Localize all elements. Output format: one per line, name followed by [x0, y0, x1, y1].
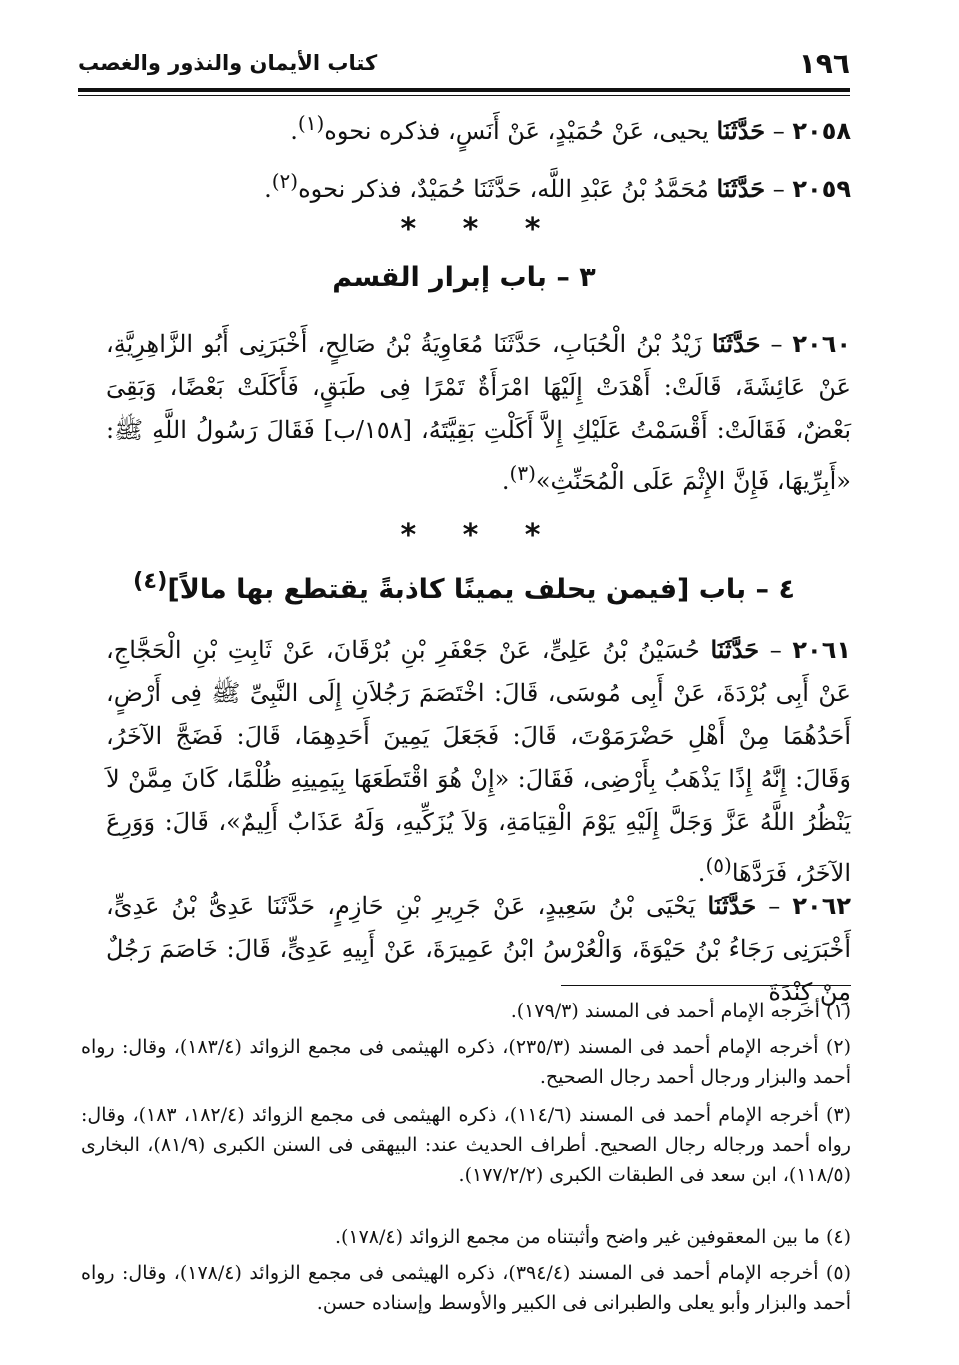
narration-verb: حَدَّثَنَا: [711, 329, 761, 358]
hadith-2059: ٢٠٥٩ – حَدَّثَنَا مُحَمَّدُ بْنُ عَبْدِ اللَّه، حَدَّثَنَا حُمَيْدٌ، فذكر نحوه$^{(٢)}$.: [264, 169, 851, 203]
hadith-text: يحيى، عَنْ حُمَيْدٍ، عَنْ أَنَسٍ، فذكره نحوه: [324, 117, 717, 145]
footnote-separator: [561, 985, 851, 986]
footnote-1: (١) أخرجه الإمام أحمد فى المسند (١٧٩/٣).: [510, 1000, 851, 1022]
footnote-2: (٢) أخرجه الإمام أحمد فى المسند (٢٣٥/٣)، ذكره الهيثمى فى مجمع الزوائد (١٨٣/٤)، وقال: رواه أحمد والبزار ورجال أحمد رجال الصحيح.: [81, 1036, 851, 1088]
section-separator: * * *: [400, 212, 559, 247]
footnote-5: (٥) أخرجه الإمام أحمد فى المسند (٣٩٤/٤)، ذكره الهيثمى فى مجمع الزوائد (١٧٨/٤)، وقال: رواه أحمد والبزار وأبو يعلى والطبرانى فى الكبير والأوسط وإسناده حسن.: [81, 1262, 851, 1314]
hadith-text: مُحَمَّدُ بْنُ عَبْدِ اللَّه، حَدَّثَنَا حُمَيْدٌ، فذكر نحوه: [298, 175, 717, 203]
hadith-number: ٢٠٥٨: [792, 117, 851, 145]
page-number: ١٩٦: [798, 46, 850, 80]
narration-verb: حَدَّثَنَا: [716, 174, 766, 203]
narration-verb: حَدَّثَنَا: [716, 116, 766, 145]
header-rule-thin: [78, 95, 850, 96]
chapter-heading-3: ٣ – باب إبرار القسم: [332, 262, 596, 293]
hadith-2061: ٢٠٦١ – حَدَّثَنَا حُسَيْنُ بْنُ عَلِىٍّ، عَنْ جَعْفَرِ بْنِ بُرْقَانَ، عَنْ ثَابِتِ بْنِ الْحَجَّاجِ، عَنْ أَبِى بُرْدَةَ، عَنْ أَبِى مُوسَى، قَالَ: اخْتَصَمَ رَجُلاَنِ إِلَى النَّبِىِّ ﷺ فِى أَرْضٍ، أَحَدُهُمَا مِنْ أَهْلِ حَضْرَمَوْتَ، قَالَ: فَجَعَلَ يَمِينَ أَحَدِهِمَا، قَالَ: فَضَجَّ الآخَرُ، وَقَالَ: إِنَّهُ إِذًا يَذْهَبُ بِأَرْضِى، فَقَالَ: «إِنْ هُوَ اقْتَطَعَهَا بِيَمِينِهِ ظُلْمًا، كَانَ مِمَّنْ لاَ يَنْظُرُ اللَّهُ عَزَّ وَجَلَّ إِلَيْهِ يَوْمَ الْقِيَامَةِ، وَلاَ يُزَكِّيهِ، وَلَهُ عَذَابٌ أَلِيمٌ»، قَالَ: وَوَرِعَ الآخَرُ، فَرَدَّهَا$^{(٥)}$.: [106, 635, 852, 887]
hadith-text: حُسَيْنُ بْنُ عَلِىٍّ، عَنْ جَعْفَرِ بْنِ بُرْقَانَ، عَنْ ثَابِتِ بْنِ الْحَجَّاجِ، عَنْ أَبِى بُرْدَةَ، عَنْ أَبِى مُوسَى، قَالَ: اخْتَصَمَ رَجُلاَنِ إِلَى النَّبِىِّ ﷺ فِى أَرْضٍ، أَحَدُهُمَا مِنْ أَهْلِ حَضْرَمَوْتَ، قَالَ: فَجَعَلَ يَمِينَ أَحَدِهِمَا، قَالَ: فَضَجَّ الآخَرُ، وَقَالَ: إِنَّهُ إِذًا يَذْهَبُ بِأَرْضِى، فَقَالَ: «إِنْ هُوَ اقْتَطَعَهَا بِيَمِينِهِ ظُلْمًا، كَانَ مِمَّنْ لاَ يَنْظُرُ اللَّهُ عَزَّ وَجَلَّ إِلَيْهِ يَوْمَ الْقِيَامَةِ، وَلاَ يُزَكِّيهِ، وَلَهُ عَذَابٌ أَلِيمٌ»، قَالَ: وَوَرِعَ الآخَرُ، فَرَدَّهَا: [106, 636, 852, 887]
running-title: كتاب الأيمان والنذور والغصب: [78, 51, 378, 75]
footnote-ref: (٣): [509, 461, 536, 485]
hadith-text: زَيْدُ بْنُ الْحُبَابِ، حَدَّثَنَا مُعَاوِيَةُ بْنُ صَالِحٍ، أَخْبَرَنِى أَبُو الزَّاهِرِيَّةِ، عَنْ عَائِشَةَ، قَالَتْ: أَهْدَتْ إِلَيْهَا امْرَأَةٌ تَمْرًا فِى طَبَقٍ، فَأَكَلَتْ بَعْضًا، وَبَقِىَ بَعْضٌ، فَقَالَتْ: أَقْسَمْتُ عَلَيْكِ إِلاَّ أَكَلْتِ بَقِيَّتَهُ، [١٥٨/ب] فَقَالَ رَسُولُ اللَّهِ ﷺ: «أَبِرِّيهَا، فَإِنَّ الإِثْمَ عَلَى الْمُحَنِّثِ»: [106, 330, 852, 495]
narration-verb: حَدَّثَنَا: [710, 635, 760, 664]
footnote-ref: (١): [297, 111, 325, 135]
chapter-heading-4: ٤ – باب [فيمن يحلف يمينًا كاذبةً يقتطع بها مالاً]$^{(٤)}$: [133, 568, 795, 605]
hadith-number: ٢٠٦٠: [792, 330, 851, 358]
hadith-2058: ٢٠٥٨ – حَدَّثَنَا يحيى، عَنْ حُمَيْدٍ، عَنْ أَنَسٍ، فذكره نحوه$^{(١)}$.: [290, 111, 851, 145]
hadith-number: ٢٠٥٩: [792, 175, 851, 203]
footnote-ref: (٥): [705, 853, 732, 877]
page-header: [78, 40, 850, 86]
narration-verb: حَدَّثَنَا: [707, 891, 757, 920]
footnote-3: (٣) أخرجه الإمام أحمد فى المسند (١١٤/٦)، ذكره الهيثمى فى مجمع الزوائد (١٨٢/٤، ١٨٣)، وقال: رواه أحمد ورجاله رجال الصحيح. أطراف الحديث عند: البيهقى فى السنن الكبرى (٨١/٩)، البخارى (١١٨/٥)، ابن سعد فى الطبقات الكبرى (١٧٧/٢/٢).: [81, 1104, 852, 1186]
hadith-2062: ٢٠٦٢ – حَدَّثَنَا يَحْيَى بْنُ سَعِيدٍ، عَنْ جَرِيرِ بْنِ حَازِمٍ، حَدَّثَنَا عَدِىُّ بْنُ عَدِىٍّ، أَخْبَرَنِى رَجَاءُ بْنُ حَيْوَةَ، وَالْعُرْسُ ابْنُ عَمِيرَةَ، عَنْ أَبِيهِ عَدِىٍّ، قَالَ: خَاصَمَ رَجُلٌ مِنْ كِنْدَةَ: [106, 891, 851, 1006]
hadith-2060: ٢٠٦٠ – حَدَّثَنَا زَيْدُ بْنُ الْحُبَابِ، حَدَّثَنَا مُعَاوِيَةُ بْنُ صَالِحٍ، أَخْبَرَنِى أَبُو الزَّاهِرِيَّةِ، عَنْ عَائِشَةَ، قَالَتْ: أَهْدَتْ إِلَيْهَا امْرَأَةٌ تَمْرًا فِى طَبَقٍ، فَأَكَلَتْ بَعْضًا، وَبَقِىَ بَعْضٌ، فَقَالَتْ: أَقْسَمْتُ عَلَيْكِ إِلاَّ أَكَلْتِ بَقِيَّتَهُ، [١٥٨/ب] فَقَالَ رَسُولُ اللَّهِ ﷺ: «أَبِرِّيهَا، فَإِنَّ الإِثْمَ عَلَى الْمُحَنِّثِ»$^{(٣)}$.: [106, 329, 852, 495]
section-separator: * * *: [400, 518, 559, 553]
hadith-number: ٢٠٦١: [792, 636, 851, 664]
footnote-4: (٤) ما بين المعقوفين غير واضح وأثبتناه من مجمع الزوائد (١٧٨/٤).: [334, 1226, 851, 1248]
hadith-text: يَحْيَى بْنُ سَعِيدٍ، عَنْ جَرِيرِ بْنِ حَازِمٍ، حَدَّثَنَا عَدِىُّ بْنُ عَدِىٍّ، أَخْبَرَنِى رَجَاءُ بْنُ حَيْوَةَ، وَالْعُرْسُ ابْنُ عَمِيرَةَ، عَنْ أَبِيهِ عَدِىٍّ، قَالَ: خَاصَمَ رَجُلٌ مِنْ كِنْدَةَ: [106, 892, 851, 1006]
footnote-ref: (٢): [271, 169, 299, 193]
footnote-ref: (٤): [133, 568, 168, 594]
header-rule-thick: [78, 88, 850, 92]
hadith-number: ٢٠٦٢: [792, 892, 851, 920]
